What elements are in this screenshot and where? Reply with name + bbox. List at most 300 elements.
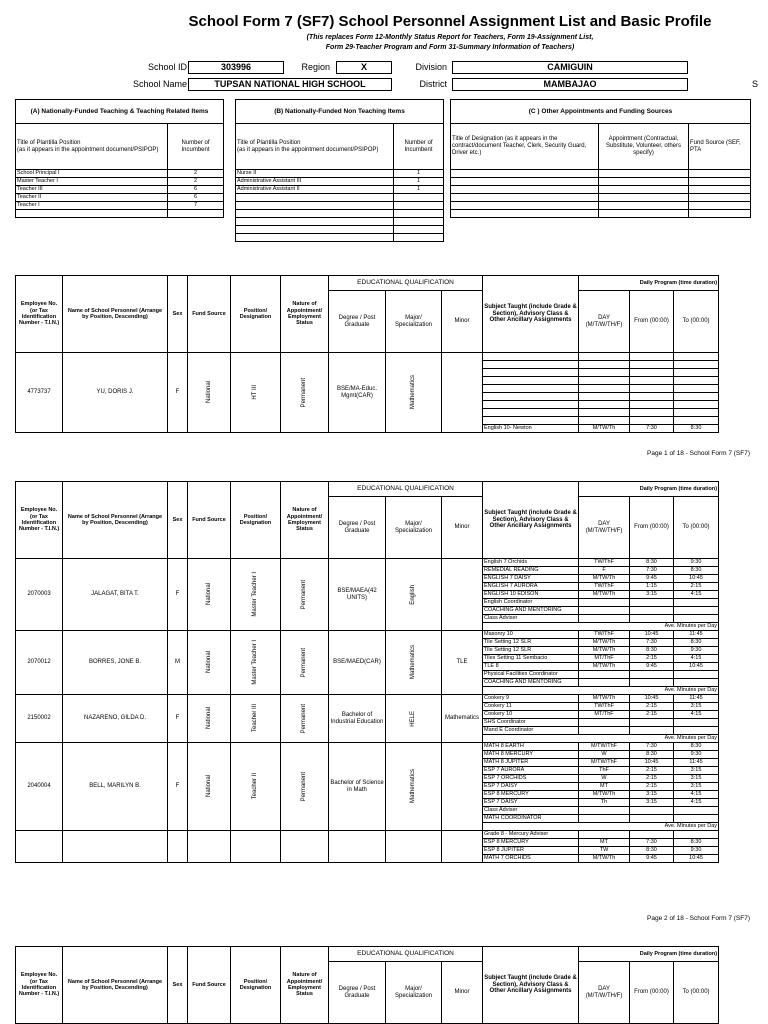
from-cell: 3:15 xyxy=(630,799,674,807)
educational-qualification-header: EDUCATIONAL QUALIFICATION xyxy=(329,276,483,291)
day-cell: TW/ThF xyxy=(579,559,630,567)
sex-header: Sex xyxy=(168,482,188,559)
from-cell: 2:15 xyxy=(630,767,674,775)
section-b-row xyxy=(236,218,444,226)
section-b-count-cell: 1 xyxy=(394,178,444,186)
section-c-cell xyxy=(599,178,689,186)
day-cell xyxy=(579,401,630,409)
fund-source-cell xyxy=(188,353,231,433)
day-cell: MT xyxy=(579,783,630,791)
page2-footer: Page 2 of 18 - School Form 7 (SF7) xyxy=(647,915,750,922)
day-cell xyxy=(579,417,630,425)
subject-cell: Cookery 9 xyxy=(483,695,579,703)
degree-header: Degree / Post Graduate xyxy=(329,291,386,353)
section-a-col2: Number of Incumbent xyxy=(168,124,224,170)
day-cell: F xyxy=(579,567,630,575)
to-cell: 10:45 xyxy=(674,663,719,671)
major-cell-text: Mathematics xyxy=(410,375,417,410)
subject-cell: Tile Setting 12 SLR xyxy=(483,647,579,655)
from-cell: 10:45 xyxy=(630,695,674,703)
to-cell: 3:15 xyxy=(674,783,719,791)
from-cell: 7:30 xyxy=(630,839,674,847)
to-cell: 10:45 xyxy=(674,575,719,583)
major-cell xyxy=(386,743,442,831)
from-cell: 7:30 xyxy=(630,425,674,433)
subject-cell xyxy=(483,409,579,417)
section-b-col2: Number of Incumbent xyxy=(394,124,444,170)
nature-cell-text: Permanent xyxy=(301,579,308,610)
from-cell: 2:15 xyxy=(630,775,674,783)
to-cell xyxy=(674,353,719,361)
day-cell: M/TW/Th xyxy=(579,695,630,703)
section-c-col1: Title of Designation xyxy=(452,136,504,143)
subject-cell: ENGLISH 7 DAISY xyxy=(483,575,579,583)
district-label: District xyxy=(419,79,447,89)
school-id-value: 303996 xyxy=(188,61,284,74)
sex-cell: F xyxy=(168,695,188,743)
day-cell xyxy=(579,615,630,623)
page1-footer: Page 1 of 18 - School Form 7 (SF7) xyxy=(647,450,750,457)
section-c-cell xyxy=(599,202,689,210)
section-b-row xyxy=(236,170,444,178)
fund-source-cell xyxy=(188,631,231,695)
minor-header: Minor xyxy=(442,962,483,1024)
section-a-table xyxy=(15,99,224,218)
ave-minutes-label: Ave. Minutes per Day xyxy=(483,687,719,695)
s-label: S xyxy=(752,79,759,89)
schedule-row xyxy=(16,695,719,703)
subject-cell: MATH 8 MERCURY xyxy=(483,751,579,759)
position-header: Position/ Designation xyxy=(231,276,281,353)
major-cell-text: Mathematics xyxy=(410,645,417,680)
day-cell: W xyxy=(579,775,630,783)
from-cell: 9:45 xyxy=(630,575,674,583)
from-cell: 8:30 xyxy=(630,847,674,855)
day-cell xyxy=(579,353,630,361)
from-cell: 8:30 xyxy=(630,647,674,655)
sex-cell: M xyxy=(168,631,188,695)
section-b-table xyxy=(235,99,444,242)
minor-cell: Mathematics xyxy=(442,695,483,743)
subject-cell: REMEDIAL READING xyxy=(483,567,579,575)
to-cell: 8:30 xyxy=(674,639,719,647)
section-c-col2: Appointment (Contractual, Substitute, Volunteer, others specify) xyxy=(599,124,689,170)
position-cell-text: Master Teacher I xyxy=(252,640,259,685)
section-c-row xyxy=(451,170,751,178)
subject-cell: ESP 8 MERCURY xyxy=(483,839,579,847)
to-cell: 11:45 xyxy=(674,695,719,703)
subject-cell: MATH 8 EARTH xyxy=(483,743,579,751)
from-cell: 7:30 xyxy=(630,639,674,647)
major-cell xyxy=(386,559,442,631)
from-cell xyxy=(630,727,674,735)
to-cell: 4:15 xyxy=(674,655,719,663)
section-b-title-cell xyxy=(236,202,394,210)
section-c-row xyxy=(451,178,751,186)
day-cell xyxy=(579,671,630,679)
day-cell xyxy=(579,393,630,401)
position-header: Position/ Designation xyxy=(231,482,281,559)
from-cell xyxy=(630,831,674,839)
subject-cell xyxy=(483,361,579,369)
employee-no-header: Employee No. (or Tax Identification Number - T.I.N.) xyxy=(16,947,63,1024)
subject-cell: Cookery 10 xyxy=(483,711,579,719)
division-value: CAMIGUIN xyxy=(452,61,688,74)
to-cell xyxy=(674,615,719,623)
position-cell-text: Master Teacher I xyxy=(252,572,259,617)
daily-program-header: Daily Program (time duration) xyxy=(579,947,719,962)
nature-cell xyxy=(281,831,329,863)
employee-no-cell: 2040004 xyxy=(16,743,63,831)
from-cell: 8:30 xyxy=(630,559,674,567)
section-a-count-cell: 7 xyxy=(168,202,224,210)
position-cell xyxy=(231,695,281,743)
employee-name-cell: BORRES, JONE B. xyxy=(63,631,168,695)
to-cell: 11:45 xyxy=(674,759,719,767)
from-cell: 3:15 xyxy=(630,591,674,599)
from-cell: 3:15 xyxy=(630,791,674,799)
nature-cell xyxy=(281,559,329,631)
section-c-cell xyxy=(599,170,689,178)
sex-cell: F xyxy=(168,559,188,631)
employee-no-header: Employee No. (or Tax Identification Number - T.I.N.) xyxy=(16,482,63,559)
from-cell xyxy=(630,409,674,417)
section-b-row xyxy=(236,178,444,186)
from-cell: 7:30 xyxy=(630,743,674,751)
subject-cell: Cookery 11 xyxy=(483,703,579,711)
to-cell: 9:30 xyxy=(674,751,719,759)
section-a-col1: Title of Plantilla Position xyxy=(17,139,81,146)
day-cell: M/TW/Th xyxy=(579,591,630,599)
section-a-row xyxy=(16,170,224,178)
subject-cell: English 10- Newton xyxy=(483,425,579,433)
section-a-col1b: (as it appears in the appointment document/PSIPOP) xyxy=(17,146,159,153)
from-cell xyxy=(630,815,674,823)
from-cell xyxy=(630,807,674,815)
to-cell xyxy=(674,385,719,393)
fund-source-cell-text: National xyxy=(205,707,212,730)
subject-cell: SHS Coordinator xyxy=(483,719,579,727)
degree-cell: BSE/MAEA(42 UNITS) xyxy=(329,559,386,631)
to-cell xyxy=(674,377,719,385)
section-c-cell xyxy=(599,186,689,194)
section-b-count-cell xyxy=(394,210,444,218)
section-c-cell xyxy=(689,202,751,210)
subject-cell: English Coordinator xyxy=(483,599,579,607)
ave-minutes-label: Ave. Minutes per Day xyxy=(483,823,719,831)
educational-qualification-header: EDUCATIONAL QUALIFICATION xyxy=(329,947,483,962)
day-cell: TW xyxy=(579,847,630,855)
day-cell xyxy=(579,599,630,607)
daily-program-header: Daily Program (time duration) xyxy=(579,276,719,291)
major-cell-text: Mathematics xyxy=(410,769,417,804)
from-cell: 10:45 xyxy=(630,759,674,767)
day-cell: MT/ThF xyxy=(579,655,630,663)
to-cell: 3:15 xyxy=(674,775,719,783)
subject-cell xyxy=(483,393,579,401)
employee-no-cell: 4773737 xyxy=(16,353,63,433)
subject-cell: ENGLISH 10 EDISON xyxy=(483,591,579,599)
nature-cell xyxy=(281,631,329,695)
section-b-count-cell xyxy=(394,194,444,202)
day-cell xyxy=(579,361,630,369)
day-cell: MT/ThF xyxy=(579,711,630,719)
day-cell xyxy=(579,369,630,377)
section-a-count-cell: 2 xyxy=(168,178,224,186)
subject-taught-header: Subject Taught (include Grade & Section), Advisory Class & Other Ancillary Assignments xyxy=(483,482,579,559)
degree-cell: Bachelor of Science in Math xyxy=(329,743,386,831)
educational-qualification-header: EDUCATIONAL QUALIFICATION xyxy=(329,482,483,497)
subject-taught-header: Subject Taught (include Grade & Section), Advisory Class & Other Ancillary Assignments xyxy=(483,947,579,1024)
subject-cell: English 7 Orchids xyxy=(483,559,579,567)
to-cell: 9:30 xyxy=(674,847,719,855)
to-cell: 8:30 xyxy=(674,567,719,575)
from-cell xyxy=(630,719,674,727)
section-b-row xyxy=(236,234,444,242)
to-cell xyxy=(674,369,719,377)
day-cell: W xyxy=(579,751,630,759)
section-c-row xyxy=(451,210,751,218)
nature-header: Nature of Appointment/ Employment Status xyxy=(281,482,329,559)
to-cell xyxy=(674,599,719,607)
day-cell: TW/ThF xyxy=(579,703,630,711)
day-cell xyxy=(579,409,630,417)
section-c-cell xyxy=(451,194,599,202)
employee-name-cell: YU, DORIS J. xyxy=(63,353,168,433)
section-b-row xyxy=(236,210,444,218)
region-label: Region xyxy=(301,62,330,72)
major-cell xyxy=(386,353,442,433)
employee-name-cell: JALAGAT, BITA T. xyxy=(63,559,168,631)
section-a-row xyxy=(16,210,224,218)
to-cell xyxy=(674,401,719,409)
nature-header: Nature of Appointment/ Employment Status xyxy=(281,276,329,353)
day-cell: M/TW/ThF xyxy=(579,743,630,751)
to-cell xyxy=(674,831,719,839)
division-label: Division xyxy=(415,62,447,72)
from-cell: 2:15 xyxy=(630,703,674,711)
from-cell xyxy=(630,353,674,361)
day-cell xyxy=(579,377,630,385)
section-c-row xyxy=(451,194,751,202)
subject-cell xyxy=(483,385,579,393)
to-cell xyxy=(674,607,719,615)
major-header: Major/ Specialization xyxy=(386,291,442,353)
employee-name-cell: NAZARENO, GILDA D. xyxy=(63,695,168,743)
day-cell: M/TW/ThF xyxy=(579,759,630,767)
position-header: Position/ Designation xyxy=(231,947,281,1024)
day-cell: Th xyxy=(579,799,630,807)
from-cell: 7:30 xyxy=(630,567,674,575)
day-cell: MT xyxy=(579,839,630,847)
section-a-count-cell: 6 xyxy=(168,186,224,194)
section-b-title-cell xyxy=(236,194,394,202)
section-a-title: (A) Nationally-Funded Teaching & Teaching Related Items xyxy=(16,100,224,124)
subject-cell: ESP 8 JUPITER xyxy=(483,847,579,855)
name-header: Name of School Personnel (Arrange by Position, Descending) xyxy=(63,482,168,559)
section-b-title: (B) Nationally-Funded Non Teaching Items xyxy=(236,100,444,124)
section-b-count-cell xyxy=(394,226,444,234)
from-cell: 1:15 xyxy=(630,583,674,591)
section-a-row xyxy=(16,186,224,194)
to-cell xyxy=(674,807,719,815)
section-b-row xyxy=(236,186,444,194)
from-cell xyxy=(630,385,674,393)
minor-header: Minor xyxy=(442,497,483,559)
section-b-row xyxy=(236,226,444,234)
from-cell: 2:15 xyxy=(630,655,674,663)
to-cell xyxy=(674,393,719,401)
subject-cell xyxy=(483,369,579,377)
subject-taught-header: Subject Taught (include Grade & Section), Advisory Class & Other Ancillary Assignments xyxy=(483,276,579,353)
schedule-row xyxy=(16,353,719,361)
section-a-title-cell: School Principal I xyxy=(16,170,168,178)
section-c-cell xyxy=(451,170,599,178)
subject-cell: Tiles Setting 11 Sembacio xyxy=(483,655,579,663)
section-c-cell xyxy=(451,186,599,194)
degree-header: Degree / Post Graduate xyxy=(329,497,386,559)
from-cell xyxy=(630,401,674,409)
section-c-row xyxy=(451,202,751,210)
schedule-row xyxy=(16,831,719,839)
to-cell: 8:30 xyxy=(674,425,719,433)
employee-no-header: Employee No. (or Tax Identification Number - T.I.N.) xyxy=(16,276,63,353)
day-header: DAY (M/T/W/TH/F) xyxy=(579,291,630,353)
form-subtitle-2: Form 29-Teacher Program and Form 31-Summary Information of Teachers) xyxy=(325,44,575,51)
section-c-col3: Fund Source (SEF, PTA xyxy=(689,124,751,170)
from-cell xyxy=(630,361,674,369)
fund-source-cell xyxy=(188,559,231,631)
schedule-row xyxy=(16,743,719,751)
section-c-cell xyxy=(689,186,751,194)
section-a-row xyxy=(16,178,224,186)
nature-cell-text: Permanent xyxy=(301,771,308,802)
section-a-row xyxy=(16,194,224,202)
nature-cell-text: Permanent xyxy=(301,703,308,734)
section-b-title-cell xyxy=(236,218,394,226)
subject-cell: MATH COORDINATOR xyxy=(483,815,579,823)
school-name-label: School Name xyxy=(132,79,187,89)
to-cell xyxy=(674,719,719,727)
position-cell xyxy=(231,353,281,433)
position-cell xyxy=(231,631,281,695)
section-b-count-cell: 1 xyxy=(394,170,444,178)
name-header: Name of School Personnel (Arrange by Position, Descending) xyxy=(63,947,168,1024)
section-c-title: (C ) Other Appointments and Funding Sources xyxy=(451,100,751,124)
form-title: School Form 7 (SF7) School Personnel Assignment List and Basic Profile xyxy=(188,13,712,30)
section-c-cell xyxy=(451,202,599,210)
subject-cell: Class Adviser xyxy=(483,807,579,815)
fund-source-cell-text: National xyxy=(205,651,212,674)
nature-header: Nature of Appointment/ Employment Status xyxy=(281,947,329,1024)
section-b-count-cell xyxy=(394,218,444,226)
minor-cell xyxy=(442,743,483,831)
day-cell: M/TW/Th xyxy=(579,663,630,671)
subject-cell: ESP 7 ORCHIDS xyxy=(483,775,579,783)
day-cell: M/TW/Th xyxy=(579,855,630,863)
subject-cell: Masonry 10 xyxy=(483,631,579,639)
section-c-col1b: (as it appears in the contract/document Teacher, Clerk, Security Guard, Driver etc.) xyxy=(452,136,587,156)
from-cell xyxy=(630,599,674,607)
subject-cell: Physical Facilities Coordinator xyxy=(483,671,579,679)
day-cell: M/TW/Th xyxy=(579,575,630,583)
from-cell: 9:45 xyxy=(630,855,674,863)
day-cell: TW/ThF xyxy=(579,631,630,639)
section-b-count-cell xyxy=(394,202,444,210)
position-cell-text: Teacher III xyxy=(252,704,259,733)
section-a-count-cell xyxy=(168,210,224,218)
to-header: To (00:00) xyxy=(674,962,719,1024)
day-cell xyxy=(579,815,630,823)
subject-cell: ESP 8 MERCURY xyxy=(483,791,579,799)
minor-cell xyxy=(442,559,483,631)
from-header: From (00:00) xyxy=(630,962,674,1024)
fund-source-cell xyxy=(188,743,231,831)
employee-name-cell: BELL, MARILYN B. xyxy=(63,743,168,831)
subject-cell: Class Adviser xyxy=(483,615,579,623)
school-id-label: School ID xyxy=(147,62,187,72)
form-subtitle-1: (This replaces Form 12-Monthly Status Report for Teachers, Form 19-Assignment List, xyxy=(306,34,594,41)
to-cell xyxy=(674,727,719,735)
major-cell xyxy=(386,631,442,695)
to-cell xyxy=(674,815,719,823)
day-cell: M/TW/Th xyxy=(579,639,630,647)
from-cell xyxy=(630,607,674,615)
page3-personnel-table xyxy=(15,946,719,1024)
to-header: To (00:00) xyxy=(674,497,719,559)
from-cell: 2:15 xyxy=(630,711,674,719)
section-c-cell xyxy=(689,210,751,218)
to-cell: 4:15 xyxy=(674,591,719,599)
section-b-title-cell xyxy=(236,210,394,218)
from-cell: 2:15 xyxy=(630,783,674,791)
day-cell xyxy=(579,385,630,393)
major-cell-text: English xyxy=(410,584,417,605)
employee-name-cell xyxy=(63,831,168,863)
subject-cell: TLE 8 xyxy=(483,663,579,671)
fund-source-cell-text: National xyxy=(205,381,212,404)
schedule-row xyxy=(16,559,719,567)
from-cell xyxy=(630,671,674,679)
to-cell: 10:45 xyxy=(674,855,719,863)
subject-cell xyxy=(483,377,579,385)
major-cell xyxy=(386,695,442,743)
position-cell xyxy=(231,559,281,631)
section-a-title-cell: Master Teacher I xyxy=(16,178,168,186)
nature-cell xyxy=(281,743,329,831)
sex-cell xyxy=(168,831,188,863)
region-value: X xyxy=(336,61,392,74)
degree-cell: Bachelor of Industrial Education xyxy=(329,695,386,743)
day-cell xyxy=(579,831,630,839)
degree-header: Degree / Post Graduate xyxy=(329,962,386,1024)
position-cell xyxy=(231,831,281,863)
fund-source-cell-text: National xyxy=(205,775,212,798)
section-a-title-cell: Teacher III xyxy=(16,186,168,194)
section-b-row xyxy=(236,194,444,202)
daily-program-header: Daily Program (time duration) xyxy=(579,482,719,497)
major-header: Major/ Specialization xyxy=(386,962,442,1024)
name-header: Name of School Personnel (Arrange by Position, Descending) xyxy=(63,276,168,353)
day-cell xyxy=(579,679,630,687)
fund-source-cell xyxy=(188,831,231,863)
subject-cell: COACHING AND MENTORING xyxy=(483,607,579,615)
section-a-count-cell: 2 xyxy=(168,170,224,178)
section-b-title-cell: Administrative Assistant II xyxy=(236,186,394,194)
fund-source-header: Fund Source xyxy=(188,947,231,1024)
section-b-row xyxy=(236,202,444,210)
subject-cell: Grade 8 - Mercury Adviser xyxy=(483,831,579,839)
